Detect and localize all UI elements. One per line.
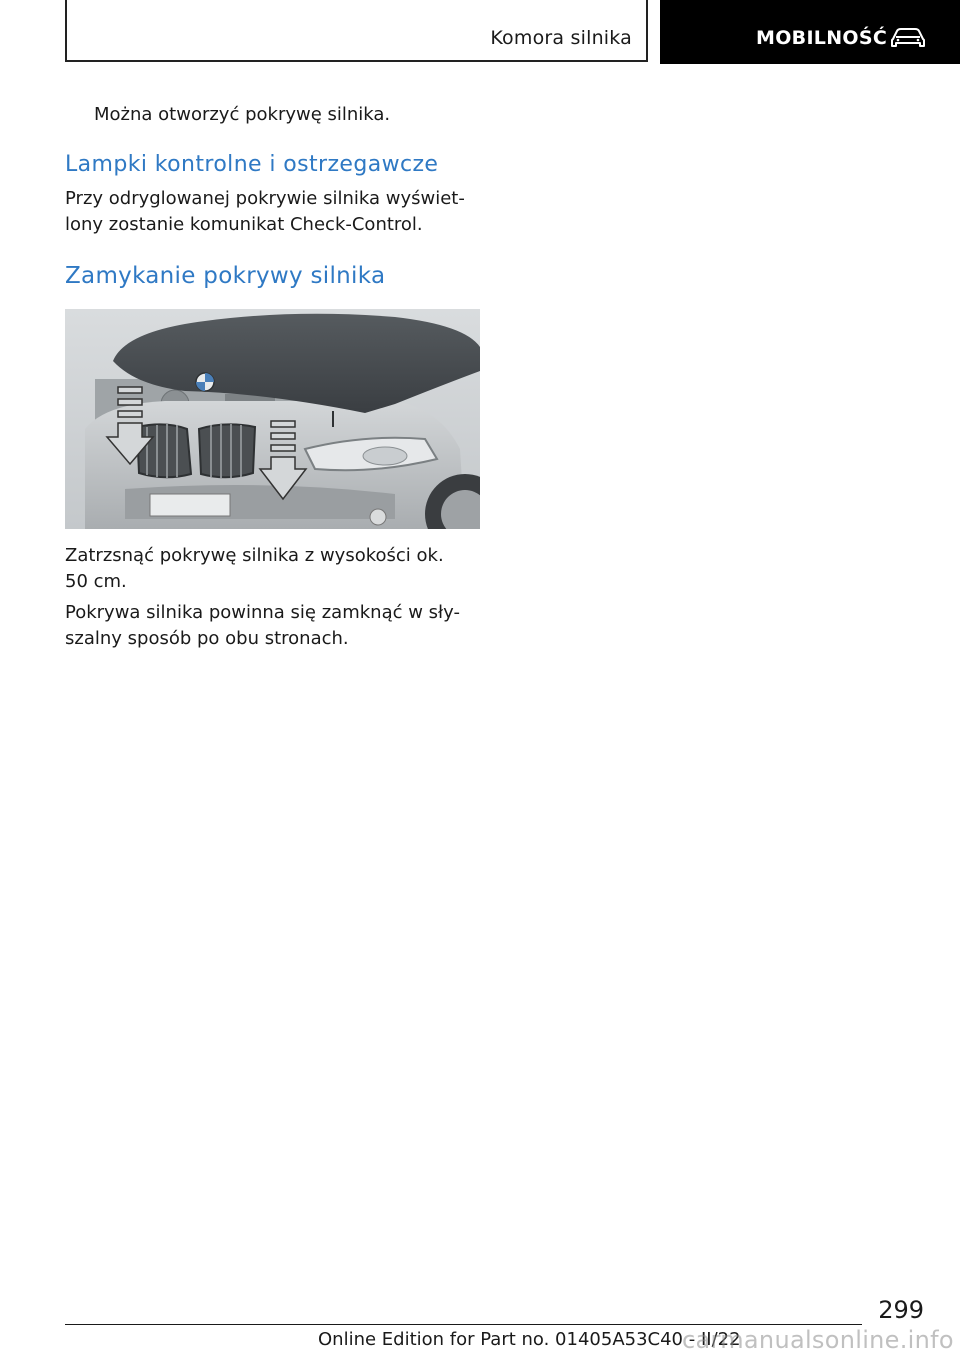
heading-warning-lights: Lampki kontrolne i ostrzegawcze bbox=[65, 152, 439, 177]
watermark-text: carmanualsonline.info bbox=[682, 1326, 954, 1354]
paragraph-latch-line2: szalny sposób po obu stronach. bbox=[65, 628, 349, 649]
header-section-title: Komora silnika bbox=[490, 27, 632, 49]
car-icon bbox=[890, 26, 926, 50]
footer-edition-text: Online Edition for Part no. 01405A53C40 - II/22 bbox=[318, 1329, 741, 1350]
intro-text: Można otworzyć pokrywę silnika. bbox=[94, 104, 391, 125]
header-chapter-title: MOBILNOŚĆ bbox=[756, 27, 888, 49]
page-number: 299 bbox=[878, 1296, 924, 1324]
paragraph-warning-line1: Przy odryglowanej pokrywie silnika wyświet- bbox=[65, 188, 465, 209]
paragraph-latch-line1: Pokrywa silnika powinna się zamknąć w sły- bbox=[65, 602, 460, 623]
header-section-box bbox=[65, 0, 648, 62]
paragraph-warning-line2: lony zostanie komunikat Check-Control. bbox=[65, 214, 423, 235]
paragraph-close-line1: Zatrzsnąć pokrywę silnika z wysokości ok. bbox=[65, 545, 444, 566]
header-chapter-tab bbox=[660, 0, 960, 64]
footer-divider bbox=[65, 1324, 862, 1325]
heading-closing-hood: Zamykanie pokrywy silnika bbox=[65, 263, 386, 289]
hood-closing-illustration bbox=[65, 309, 480, 529]
paragraph-close-line2: 50 cm. bbox=[65, 571, 127, 592]
